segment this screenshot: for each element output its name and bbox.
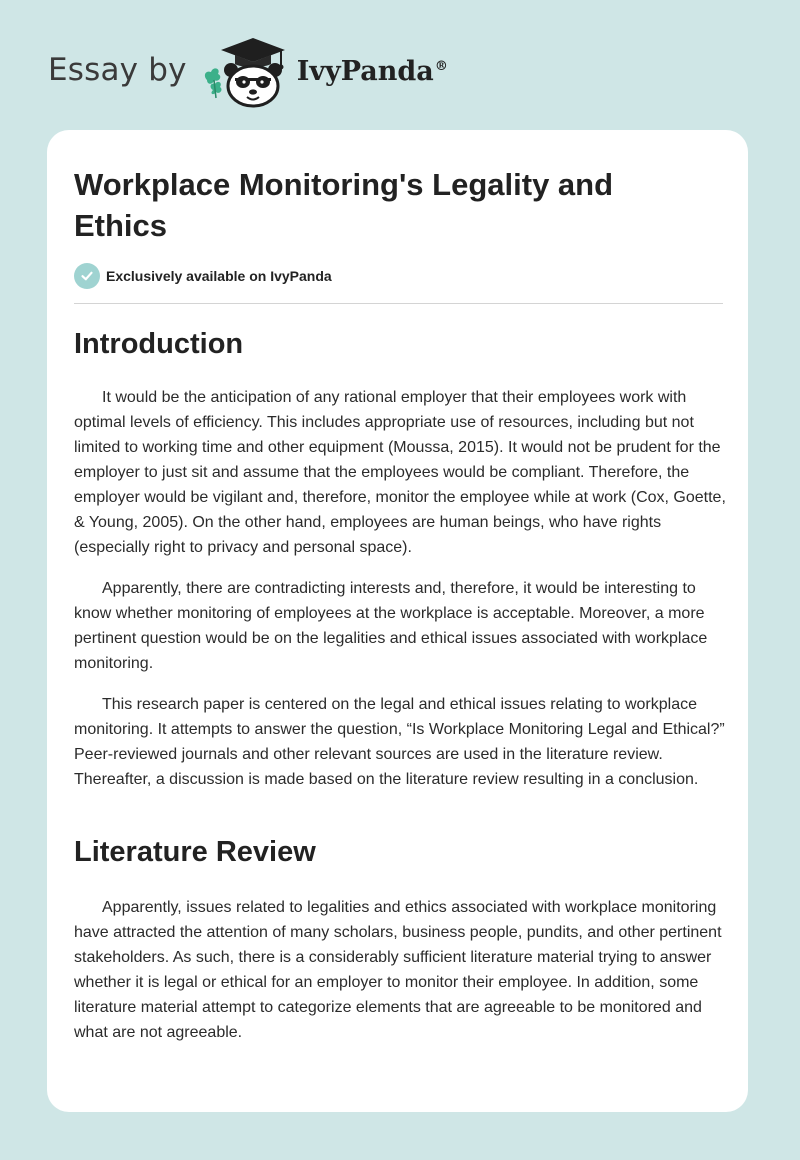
- paragraph: Apparently, issues related to legalities and ethics associated with workplace monitoring have attracted the attention of many scholars, business people, pundits, and other pertinent stakeholders. As such, there is a considerably sufficient literature material trying to answer whether it is legal or ethical for an employer to monitor their employee. In addition, some literature material attempt to categorize elements that are agreeable to be monitored and what are not agreeable.: [74, 899, 722, 1041]
- section-heading-introduction: Introduction: [74, 328, 244, 360]
- brand-text: IvyPanda: [296, 55, 434, 87]
- paragraph: Apparently, there are contradicting interests and, therefore, it would be interesting to know whether monitoring of employees at the workplace is acceptable. Moreover, a more pertinent question would be on the legalities and ethical issues associated with workplace monitoring.: [74, 580, 708, 672]
- section-heading-literature-review: Literature Review: [74, 836, 316, 868]
- divider: [74, 303, 723, 304]
- site-header: [48, 36, 448, 108]
- page-title: Workplace Monitoring's Legality and Ethics: [74, 167, 614, 243]
- paragraph: This research paper is centered on the legal and ethical issues relating to workplace monitoring. It attempts to answer the question, “Is Workplace Monitoring Legal and Ethical?” Peer-reviewed journals and other relevant sources are used in the literature review. Thereafter, a discussion is made based on the literature review resulting in a conclusion.: [74, 696, 725, 788]
- paragraph: It would be the anticipation of any rational employer that their employees work with optimal levels of efficiency. This includes appropriate use of resources, including but not limited to working time and other equipment (Moussa, 2015). It would not be prudent for the employer to just sit and assume that the employees would be compliant. Therefore, the employer would be vigilant and, therefore, monitor the employee while at work (Cox, Goette, & Young, 2005). On the other hand, employees are human beings, who have rights (especially right to privacy and personal space).: [74, 389, 726, 556]
- panda-logo-icon[interactable]: [201, 36, 293, 108]
- essay-by-label: Essay by: [48, 52, 187, 88]
- exclusive-badge-label: Exclusively available on IvyPanda: [106, 268, 332, 284]
- registered-mark: ®: [434, 58, 448, 74]
- exclusive-badge: [74, 263, 332, 289]
- essay-card: [47, 130, 748, 1112]
- ivy-leaf-icon: [205, 68, 222, 98]
- checkmark-icon: [74, 263, 100, 289]
- brand-name[interactable]: [297, 56, 448, 87]
- panda-face-icon: [224, 63, 282, 106]
